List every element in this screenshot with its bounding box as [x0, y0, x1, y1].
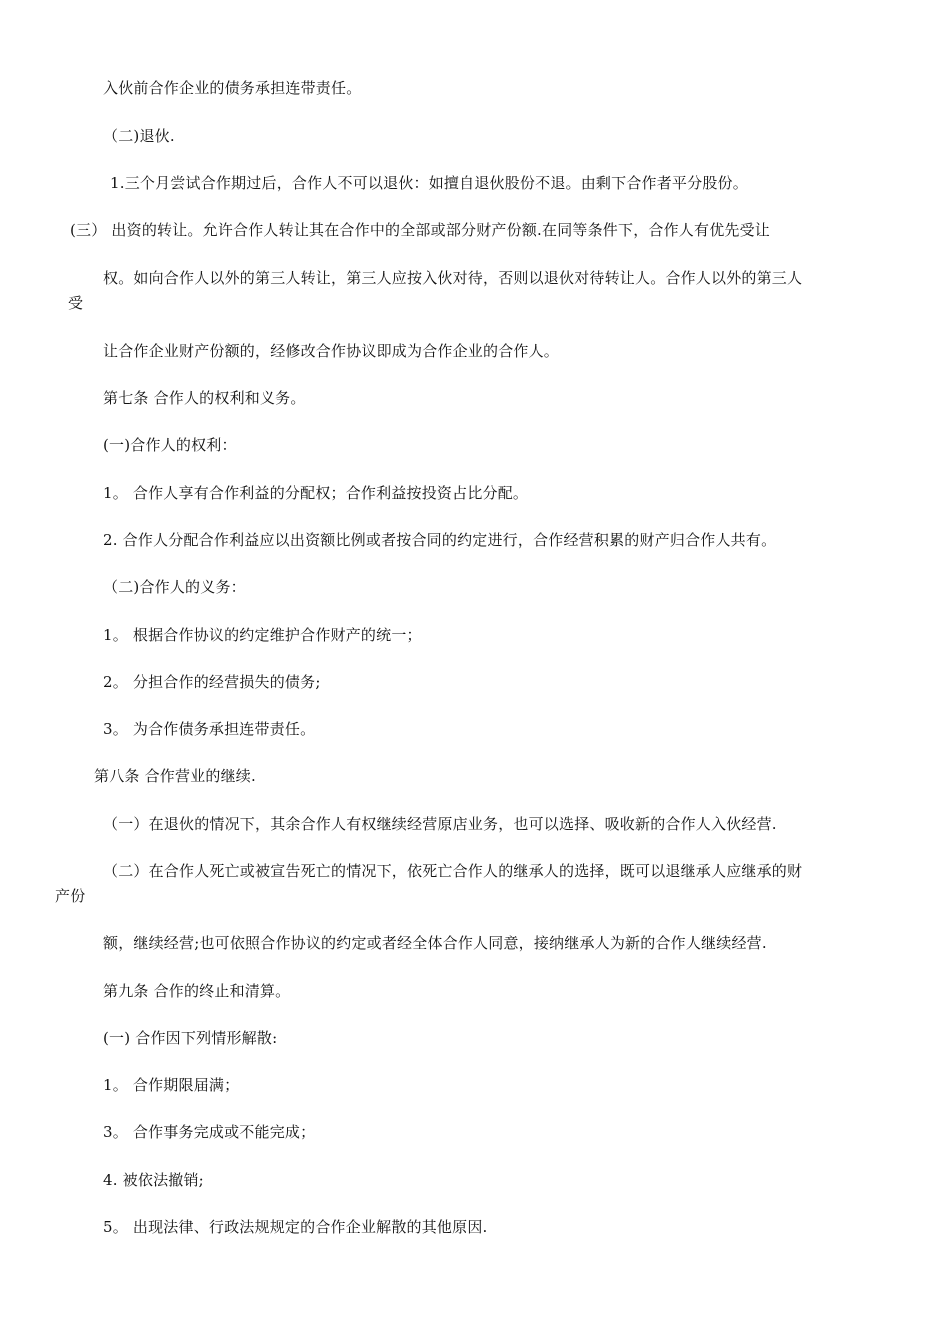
- text-line: 5。 出现法律、行政法规规定的合作企业解散的其他原因.: [103, 1218, 488, 1236]
- text-line: 3。 合作事务完成或不能完成；: [103, 1123, 316, 1141]
- text-line: 1。 合作人享有合作利益的分配权；合作利益按投资占比分配。: [103, 484, 529, 502]
- text-line: 入伙前合作企业的债务承担连带责任。: [103, 79, 362, 97]
- text-line: 1。 根据合作协议的约定维护合作财产的统一；: [103, 626, 422, 644]
- text-line: (一) 合作因下列情形解散:: [103, 1029, 278, 1047]
- text-line: 4. 被依法撤销;: [103, 1171, 204, 1189]
- text-line: (一)合作人的权利：: [103, 436, 237, 454]
- text-line: （一）在退伙的情况下，其余合作人有权继续经营原店业务，也可以选择、吸收新的合作人入伙经营.: [103, 815, 777, 833]
- section-heading: 第九条 合作的终止和清算。: [103, 982, 291, 1000]
- text-line: 1。 合作期限届满；: [103, 1076, 240, 1094]
- text-line: 让合作企业财产份额的，经修改合作协议即成为合作企业的合作人。: [103, 342, 560, 360]
- text-line: 2。 分担合作的经营损失的债务;: [103, 673, 321, 691]
- text-line: （二）在合作人死亡或被宣告死亡的情况下，依死亡合作人的继承人的选择，既可以退继承人应继承的财: [103, 862, 803, 880]
- text-line: 2. 合作人分配合作利益应以出资额比例或者按合同的约定进行，合作经营积累的财产归合作人共有。: [103, 531, 777, 549]
- text-line: （二)退伙.: [103, 127, 175, 145]
- text-line: 受: [68, 294, 84, 312]
- text-line: 1.三个月尝试合作期过后，合作人不可以退伙：如擅自退伙股份不退。由剩下合作者平分股份。: [110, 174, 748, 192]
- text-line: （二)合作人的义务：: [103, 578, 246, 596]
- text-line: 额，继续经营;也可依照合作协议的约定或者经全体合作人同意，接纳继承人为新的合作人继续经营.: [103, 934, 767, 952]
- text-line: 3。 为合作债务承担连带责任。: [103, 720, 316, 738]
- text-line: 权。如向合作人以外的第三人转让，第三人应按入伙对待，否则以退伙对待转让人。合作人以外的第三人: [103, 269, 803, 287]
- text-line: 产份: [55, 887, 86, 905]
- section-heading: 第八条 合作营业的继续.: [94, 767, 256, 785]
- section-heading: 第七条 合作人的权利和义务。: [103, 389, 306, 407]
- text-line: (三） 出资的转让。允许合作人转让其在合作中的全部或部分财产份额.在同等条件下，合作人有优先受让: [70, 221, 770, 239]
